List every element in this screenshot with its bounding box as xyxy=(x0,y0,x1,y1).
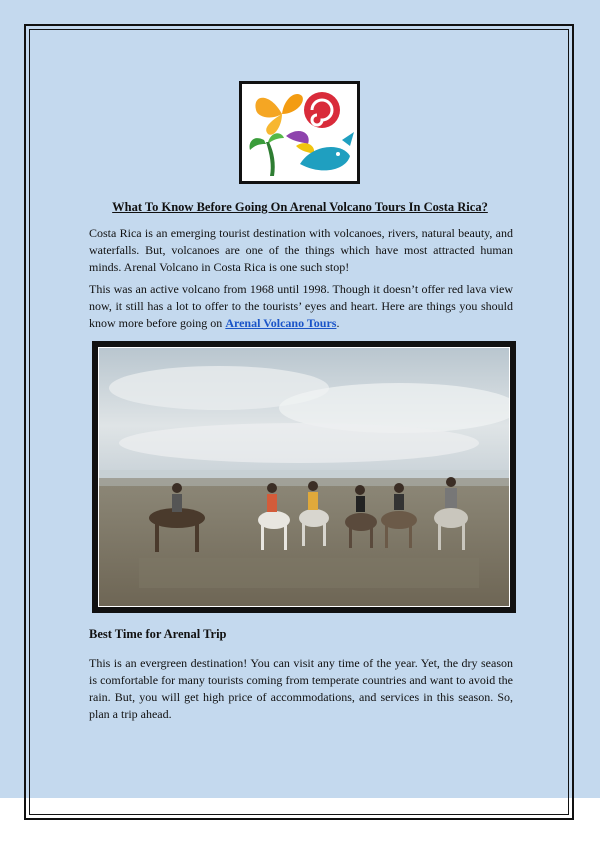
best-time-paragraph: This is an evergreen destination! You can visit any time of the year. Yet, the dry season is comfortable for many tourists coming from temperate countries and want to avoid the rain. But, you will get high price of accommodations, and services in this season. So, plan a trip ahead. xyxy=(89,656,513,721)
article-title: What To Know Before Going On Arenal Volcano Tours In Costa Rica? xyxy=(112,200,488,214)
yellow-bird-icon xyxy=(296,143,314,154)
butterfly-icon xyxy=(255,94,302,135)
intro-paragraph: Costa Rica is an emerging tourist destination with volcanoes, rivers, natural beauty, and waterfalls. But, volcanoes are one of the things which have most attracted human minds. Arenal Volcano in Costa Rica is one such stop! xyxy=(89,226,513,274)
brand-logo xyxy=(239,81,360,184)
palm-tree-icon xyxy=(250,133,284,176)
history-paragraph-end: . xyxy=(336,316,340,330)
photo-frame xyxy=(92,341,516,613)
swirl-icon xyxy=(304,92,340,128)
section-heading-best-time: Best Time for Arenal Trip xyxy=(89,627,227,641)
logo-graphic xyxy=(242,84,357,181)
horse-riding-photo xyxy=(98,347,510,607)
bird-icon xyxy=(286,131,309,144)
beach-scene-illustration xyxy=(99,348,509,606)
arenal-volcano-tours-link[interactable]: Arenal Volcano Tours xyxy=(225,316,337,330)
history-paragraph-text: This was an active volcano from 1968 until 1998. Though it doesn’t offer red lava view now, it still has a lot to offer to the tourists’ eyes and heart. Here are things you should know more before going on xyxy=(89,282,513,330)
history-paragraph xyxy=(89,281,513,332)
